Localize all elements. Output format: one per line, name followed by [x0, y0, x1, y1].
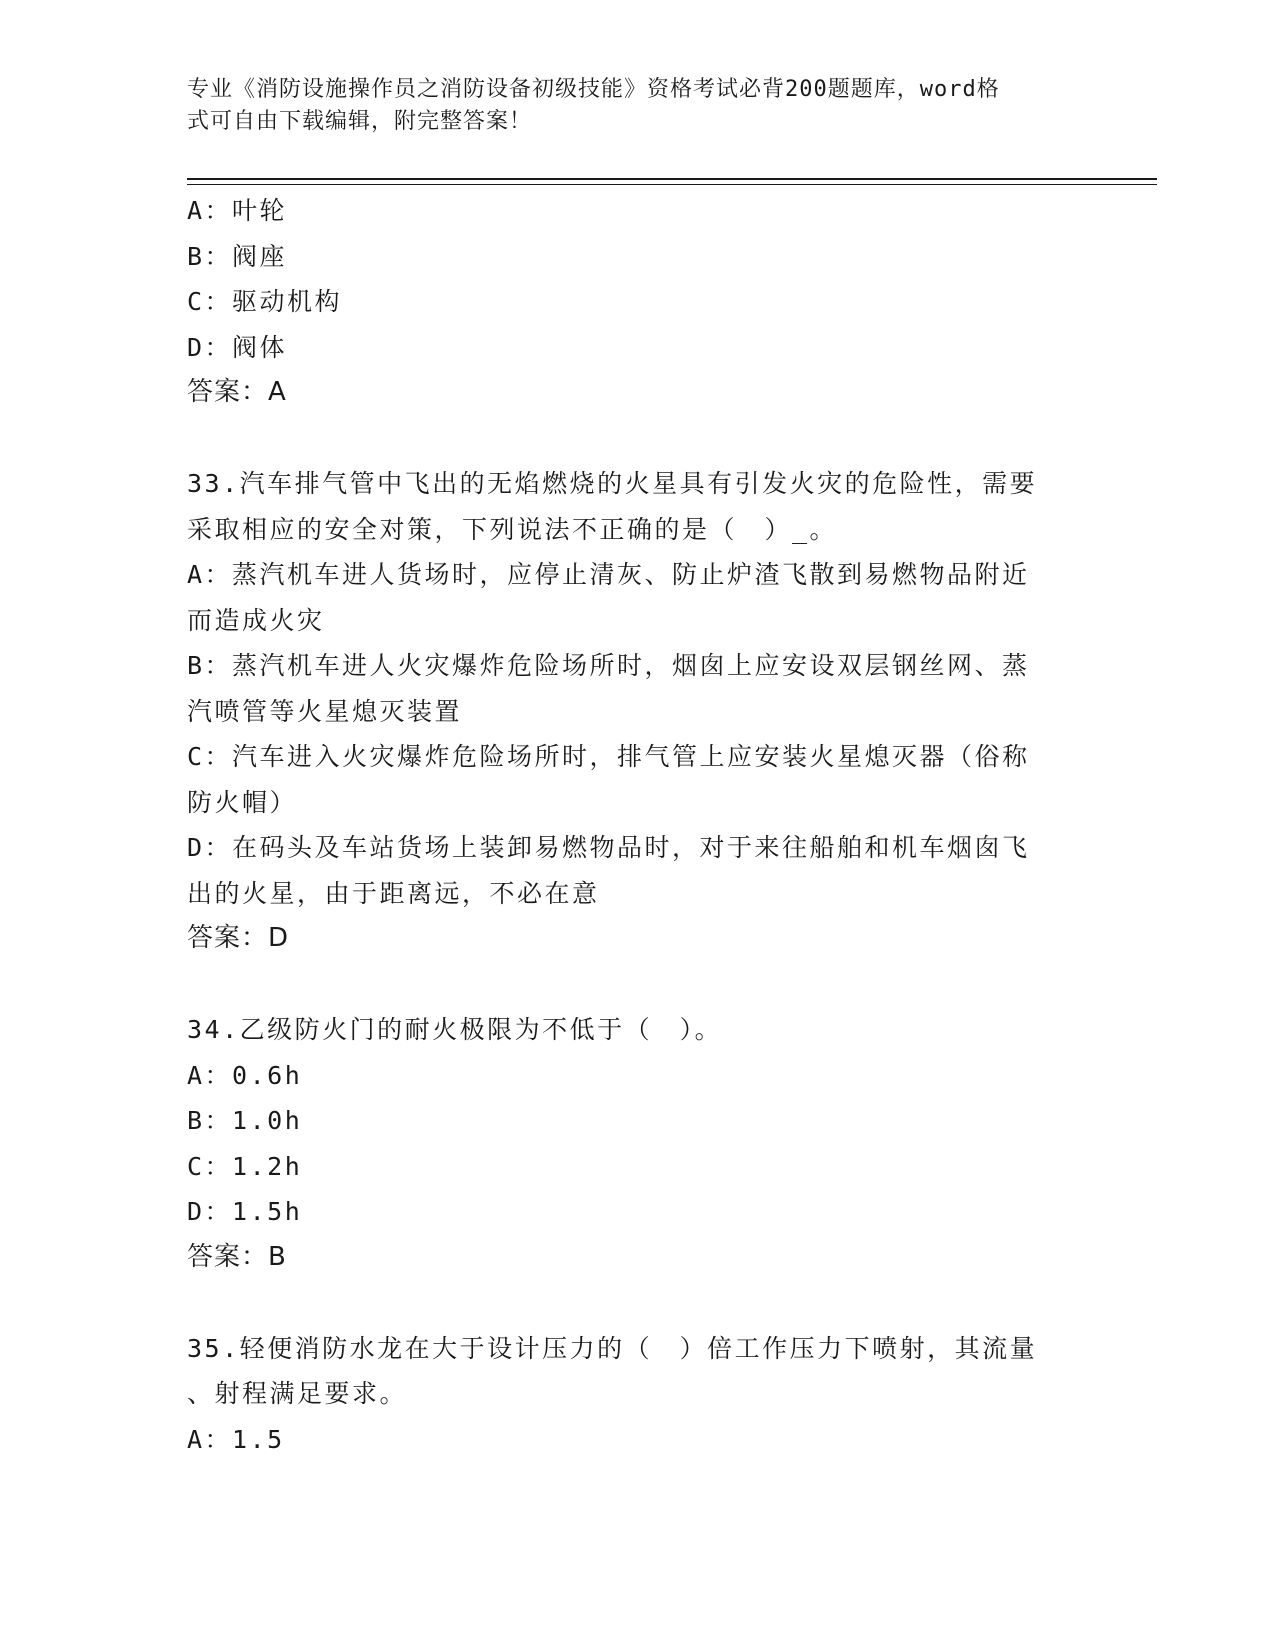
- option-c: C：1.2h: [187, 1151, 303, 1181]
- header-title-line-2: 式可自由下载编辑，附完整答案！: [187, 109, 533, 134]
- header-divider-thick: [187, 178, 1157, 180]
- option-c: C：驱动机构: [187, 287, 343, 316]
- question-34-block: [187, 1007, 1087, 1280]
- header-title-line-1: 专业《消防设施操作员之消防设备初级技能》资格考试必背200题题库，word格: [187, 77, 1000, 102]
- option-a: A：1.5: [187, 1424, 285, 1454]
- answer-line: 答案：D: [187, 923, 290, 953]
- option-d: D：1.5h: [187, 1197, 303, 1226]
- option-d: D：在码头及车站货场上装卸易燃物品时，对于来往船舶和机车烟囱飞: [187, 833, 1030, 862]
- option-a: A：0.6h: [187, 1060, 303, 1090]
- question-stem-continued: 、射程满足要求。: [187, 1379, 408, 1408]
- question-stem-continued: 采取相应的安全对策，下列说法不正确的是（ ）_。: [187, 514, 838, 544]
- option-a: A：蒸汽机车进人货场时，应停止清灰、防止炉渣飞散到易燃物品附近: [187, 560, 1030, 589]
- header-divider-thin: [187, 184, 1157, 185]
- question-32-block: [187, 188, 1087, 416]
- option-c-continued: 防火帽）: [187, 787, 298, 817]
- option-a: A：叶轮: [187, 196, 288, 225]
- spacer: [187, 962, 1087, 1008]
- option-b: B：蒸汽机车进人火灾爆炸危险场所时，烟囱上应安设双层钢丝网、蒸: [187, 651, 1030, 680]
- question-stem: 34.乙级防火门的耐火极限为不低于（ ）。: [187, 1015, 723, 1044]
- spacer: [187, 416, 1087, 462]
- spacer: [187, 1280, 1087, 1326]
- option-a-continued: 而造成火灾: [187, 605, 325, 635]
- option-d: D：阀体: [187, 332, 288, 362]
- answer-line: 答案：B: [187, 1241, 287, 1272]
- document-header: [187, 74, 1067, 138]
- option-b-continued: 汽喷管等火星熄灭装置: [187, 696, 463, 726]
- option-d-continued: 出的火星，由于距离远，不必在意: [187, 878, 600, 908]
- question-33-block: [187, 461, 1087, 962]
- option-b: B：阀座: [187, 241, 288, 271]
- option-c: C：汽车进入火灾爆炸危险场所时，排气管上应安装火星熄灭器（俗称: [187, 742, 1030, 771]
- question-35-block: [187, 1326, 1087, 1463]
- question-stem: 33.汽车排气管中飞出的无焰燃烧的火星具有引发火灾的危险性，需要: [187, 469, 1038, 498]
- question-list: [187, 188, 1087, 1462]
- question-stem: 35.轻便消防水龙在大于设计压力的（ ）倍工作压力下喷射，其流量: [187, 1333, 1038, 1363]
- option-b: B：1.0h: [187, 1106, 303, 1135]
- answer-line: 答案：A: [187, 377, 287, 407]
